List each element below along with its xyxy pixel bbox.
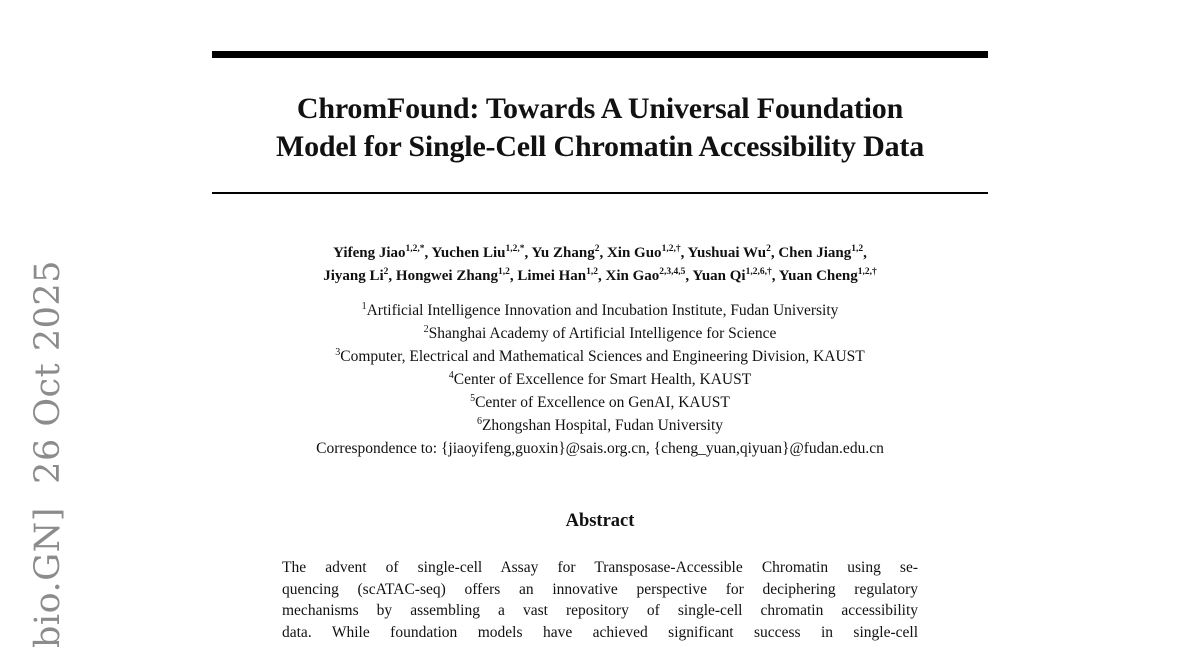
author: Xin Guo$^{1,2,\dagger}$, (606, 244, 688, 261)
abstract-line: mechanisms by assembling a vast repository of single-cell chromatin accessibility (282, 602, 918, 619)
author: Yushuai Wu$^2$, (687, 244, 779, 261)
top-rule (212, 51, 988, 58)
author: Yu Zhang$^2$, (531, 244, 607, 261)
author: Limei Han$^{1,2}$, (517, 267, 606, 284)
author: Yuan $Qi^{1,2,6,\dagger}$, (692, 267, 779, 284)
abstract-line: data. While foundation models have achieved significant success in single-cell (282, 623, 918, 641)
affiliation: $^3$Computer, Electrical and Mathematical Sciences and Engineering Division, KAUST (335, 347, 865, 365)
abstract-line: quencing (scATAC-seq) offers an innovative perspective for deciphering regulatory (282, 580, 918, 598)
arxiv-date: 26 Oct 2025 (28, 260, 68, 484)
abstract-body (282, 557, 918, 643)
author: Jiyang Li$^2$, (323, 267, 396, 284)
author-line (212, 242, 988, 265)
author-line (212, 265, 988, 288)
title-bottom-rule (212, 192, 988, 194)
author-list (212, 242, 988, 288)
affiliation: $^1$Artificial Intelligence Innovation and Incubation Institute, Fudan University (361, 301, 839, 319)
author: Hongwei Zhang$^{1,2}$, (395, 267, 518, 284)
affiliation: $^5$Center of Excellence on GenAI, KAUST (470, 393, 730, 411)
abstract-heading: Abstract (565, 511, 635, 531)
affiliation: $^2$Shanghai Academy of Artificial Intelligence for Science (423, 324, 777, 342)
arxiv-category: bio.GN] (28, 507, 68, 648)
title-line: Model for Single-Cell Chromatin Accessibility Data (275, 130, 924, 163)
correspondence: Correspondence to: {jiaoyifeng,guoxin}@sais.org.cn, {cheng_yuan,qiyuan}@fudan.edu.cn (316, 440, 884, 457)
affiliation-list (212, 299, 988, 460)
affiliation: $^4$Center of Excellence for Smart Health, KAUST (448, 370, 752, 388)
arxiv-stamp (28, 260, 68, 648)
author: Yuan Cheng$^{1,2,\dagger}$ (778, 267, 877, 284)
affiliation: $^6$Zhongshan Hospital, Fudan University (476, 416, 724, 434)
author: Yifeng Jiao$^{1,2,*}$, (333, 244, 432, 261)
paper-title (212, 90, 988, 166)
author: Chen Jiang$^{1,2}$, (778, 244, 867, 261)
author: Xin Gao$^{2,3,4,5}$, (605, 267, 693, 284)
abstract-line: The advent of single-cell Assay for Transposase-Accessible Chromatin using se- (282, 559, 918, 576)
author: Yuchen Liu$^{1,2,*}$, (431, 244, 532, 261)
title-line: ChromFound: Towards A Universal Foundation (296, 92, 904, 125)
